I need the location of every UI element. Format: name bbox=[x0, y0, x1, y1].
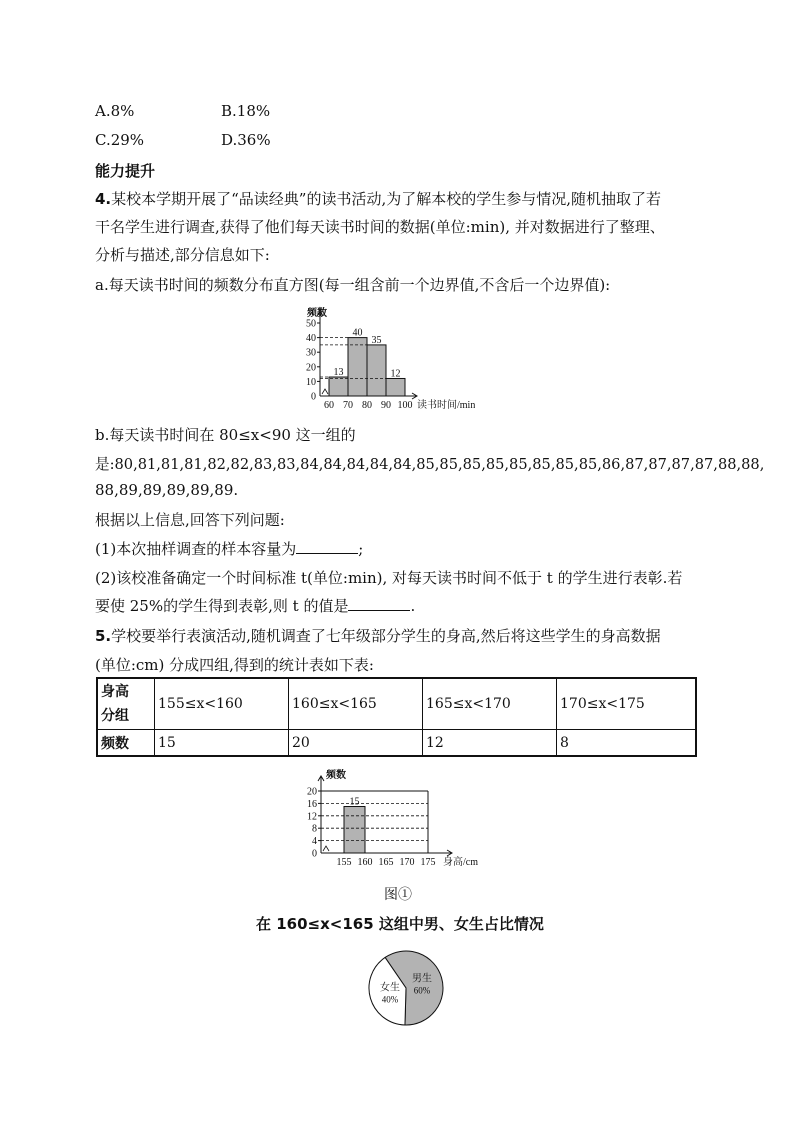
freq-cell: 12 bbox=[423, 730, 557, 757]
q4-line3: 分析与描述,部分信息如下: bbox=[95, 246, 270, 264]
group-cell: 165≤x<170 bbox=[423, 678, 557, 730]
freq-cell: 8 bbox=[557, 730, 697, 757]
y-tick-label: 8 bbox=[312, 823, 317, 835]
y-tick-label: 16 bbox=[307, 798, 317, 810]
q5-number: 5. bbox=[95, 627, 112, 645]
q4-line1 bbox=[95, 188, 661, 209]
x-axis-label: 读书时间/min bbox=[417, 400, 475, 411]
y-tick-label: 20 bbox=[307, 786, 317, 798]
q4-sub2-end: . bbox=[410, 597, 416, 615]
axis-break-mark bbox=[323, 846, 329, 851]
y-tick-label: 12 bbox=[307, 811, 317, 823]
pie-slice-label: 男生 bbox=[411, 973, 432, 985]
height-histogram bbox=[302, 764, 492, 872]
choice-b: B.18% bbox=[221, 102, 271, 120]
histogram-bar bbox=[348, 338, 367, 396]
pie-title: 在 160≤x<165 这组中男、女生占比情况 bbox=[256, 915, 544, 933]
x-tick-label: 175 bbox=[420, 857, 436, 868]
x-tick-label: 170 bbox=[399, 857, 415, 868]
bar-value-label: 35 bbox=[371, 334, 382, 346]
x-tick-label: 80 bbox=[362, 400, 372, 411]
y-tick-label: 20 bbox=[306, 362, 316, 374]
y-tick-label: 30 bbox=[306, 347, 316, 359]
x-tick-label: 165 bbox=[378, 857, 394, 868]
q4-sub2-line2 bbox=[95, 595, 415, 616]
gender-pie-chart bbox=[366, 948, 446, 1028]
histogram-bar bbox=[344, 807, 365, 854]
figure-caption: 图① bbox=[384, 887, 412, 903]
q4-a-text: a.每天读书时间的频数分布直方图(每一组含前一个边界值,不含后一个边界值): bbox=[95, 276, 611, 294]
choice-a: A.8% bbox=[95, 102, 135, 120]
axis-break-mark bbox=[322, 389, 328, 394]
q5-text1: 学校要举行表演活动,随机调查了七年级部分学生的身高,然后将这些学生的身高数据 bbox=[111, 627, 661, 645]
pie-slice-percent: 60% bbox=[413, 985, 431, 996]
q4-answer-intro: 根据以上信息,回答下列问题: bbox=[95, 511, 285, 529]
group-cell: 170≤x<175 bbox=[557, 678, 697, 730]
q4-sub1-blank[interactable] bbox=[296, 539, 358, 554]
freq-cell: 15 bbox=[155, 730, 289, 757]
q4-sub1 bbox=[95, 538, 363, 559]
q4-b-line2: 是:80,81,81,81,82,82,83,83,84,84,84,84,84,85,85,85,85,85,85,85,85,86,87,87,87,87,88,88, bbox=[95, 456, 765, 473]
header-label-cell: 身高 分组 bbox=[97, 678, 155, 730]
histogram-bar bbox=[367, 345, 386, 396]
x-tick-label: 160 bbox=[357, 857, 373, 868]
freq-label-cell: 频数 bbox=[97, 730, 155, 757]
freq-cell: 20 bbox=[289, 730, 423, 757]
y-axis-label: 频数 bbox=[307, 308, 327, 319]
q4-sub2-text: 要使 25%的学生得到表彰,则 t 的值是 bbox=[95, 597, 349, 615]
x-tick-label: 90 bbox=[381, 400, 391, 411]
x-axis-label: 身高/cm bbox=[443, 857, 478, 868]
y-tick-label: 50 bbox=[306, 318, 316, 330]
y-tick-label: 0 bbox=[312, 848, 317, 860]
x-tick-label: 100 bbox=[397, 400, 413, 411]
histogram-bar bbox=[386, 378, 405, 396]
q4-sub1-end: ; bbox=[358, 540, 364, 558]
q4-number: 4. bbox=[95, 190, 112, 208]
y-tick-label: 10 bbox=[306, 376, 316, 388]
group-cell: 155≤x<160 bbox=[155, 678, 289, 730]
q4-line2: 干名学生进行调查,获得了他们每天读书时间的数据(单位:min), 并对数据进行了整理、 bbox=[95, 218, 665, 236]
table-row bbox=[97, 730, 696, 757]
q4-b-line1: b.每天读书时间在 80≤x<90 这一组的 bbox=[95, 426, 356, 444]
y-tick-label: 40 bbox=[306, 333, 316, 345]
section-heading: 能力提升 bbox=[95, 162, 156, 180]
histogram-bar bbox=[329, 377, 348, 396]
q4-sub2-blank[interactable] bbox=[348, 596, 410, 611]
y-axis-label: 频数 bbox=[326, 770, 346, 781]
q4-sub2-line1: (2)该校准备确定一个时间标准 t(单位:min), 对每天读书时间不低于 t 的学生进行表彰.若 bbox=[95, 569, 683, 587]
choice-c: C.29% bbox=[95, 131, 145, 149]
table-row bbox=[97, 678, 696, 730]
y-tick-label: 4 bbox=[312, 836, 317, 848]
y-tick-label: 0 bbox=[311, 391, 316, 403]
bar-value-label: 12 bbox=[390, 368, 401, 380]
reading-histogram bbox=[285, 303, 475, 413]
q4-b-line3: 88,89,89,89,89,89. bbox=[95, 481, 239, 499]
choice-d: D.36% bbox=[221, 131, 271, 149]
bar-value-label: 15 bbox=[349, 796, 360, 808]
q5-line1 bbox=[95, 625, 661, 646]
x-tick-label: 70 bbox=[343, 400, 353, 411]
q4-text1: 某校本学期开展了“品读经典”的读书活动,为了解本校的学生参与情况,随机抽取了若 bbox=[111, 190, 662, 208]
x-tick-label: 155 bbox=[336, 857, 352, 868]
q4-sub1-text: (1)本次抽样调查的样本容量为 bbox=[95, 540, 297, 558]
group-cell: 160≤x<165 bbox=[289, 678, 423, 730]
q5-line2: (单位:cm) 分成四组,得到的统计表如下表: bbox=[95, 656, 374, 674]
x-tick-label: 60 bbox=[324, 400, 334, 411]
bar-value-label: 40 bbox=[352, 327, 363, 339]
bar-value-label: 13 bbox=[333, 367, 344, 379]
pie-slice-label: 女生 bbox=[380, 982, 401, 994]
height-table bbox=[96, 677, 697, 757]
pie-slice-percent: 40% bbox=[381, 994, 399, 1005]
